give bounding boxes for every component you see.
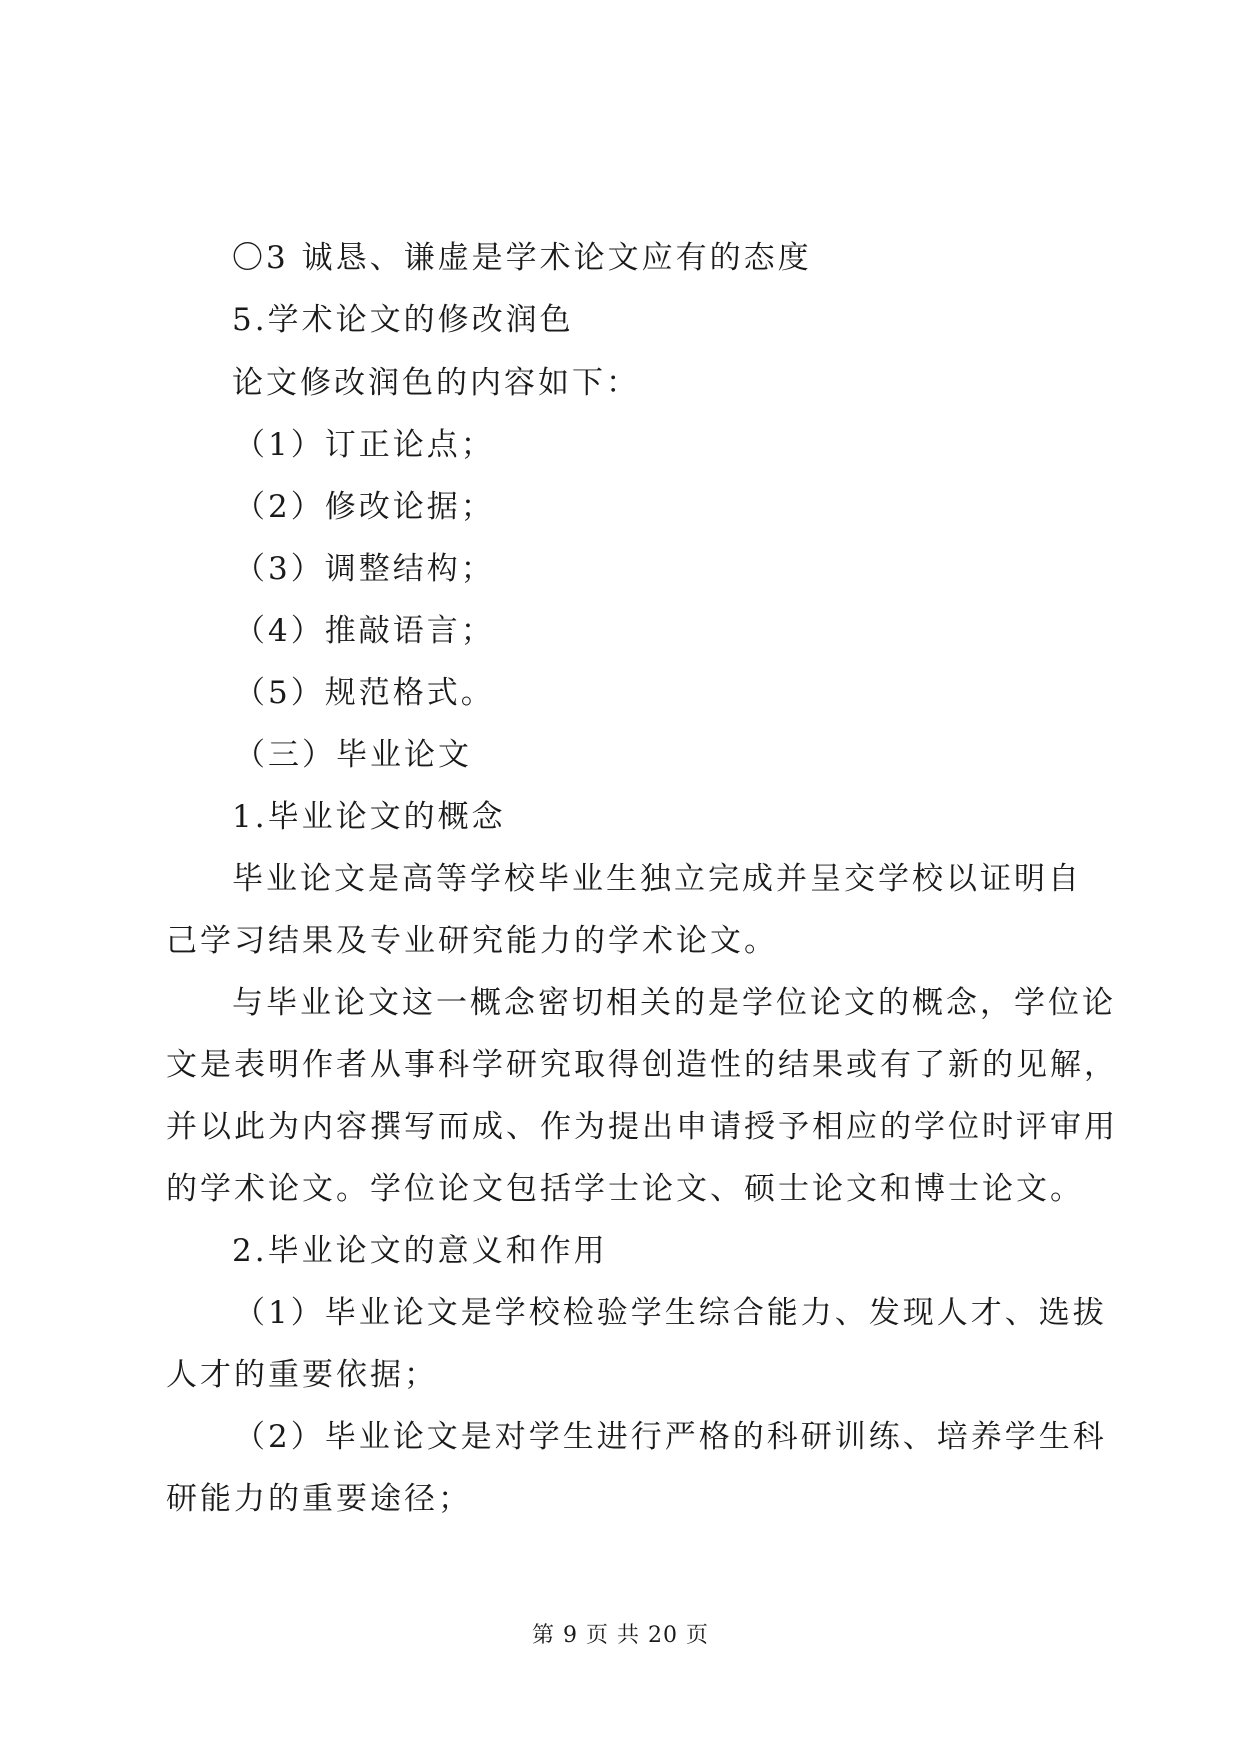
section-heading: 2.毕业论文的意义和作用 (232, 1233, 608, 1269)
paragraph-line: 人才的重要依据； (166, 1357, 438, 1393)
paragraph-line: 研能力的重要途径； (166, 1481, 472, 1517)
paragraph-line: 己学习结果及专业研究能力的学术论文。 (166, 923, 778, 959)
text-line: 论文修改润色的内容如下： (232, 365, 640, 401)
list-item: （2）修改论据； (234, 489, 495, 525)
list-item: （4）推敲语言； (234, 613, 495, 649)
section-heading: 1.毕业论文的概念 (232, 799, 506, 835)
text-line: 〇3 诚恳、谦虚是学术论文应有的态度 (232, 240, 812, 276)
page-number-footer: 第 9 页 共 20 页 (532, 1623, 709, 1648)
paragraph-line: 并以此为内容撰写而成、作为提出申请授予相应的学位时评审用 (166, 1109, 1118, 1145)
paragraph-line: 的学术论文。学位论文包括学士论文、硕士论文和博士论文。 (166, 1171, 1084, 1207)
list-item: （1）订正论点； (234, 427, 495, 463)
paragraph-line: 与毕业论文这一概念密切相关的是学位论文的概念，学位论 (232, 985, 1116, 1021)
section-heading: （三）毕业论文 (234, 737, 472, 773)
paragraph-line: 毕业论文是高等学校毕业生独立完成并呈交学校以证明自 (232, 861, 1082, 897)
paragraph-line: （2）毕业论文是对学生进行严格的科研训练、培养学生科 (234, 1419, 1107, 1455)
paragraph-line: （1）毕业论文是学校检验学生综合能力、发现人才、选拔 (234, 1295, 1107, 1331)
paragraph-line: 文是表明作者从事科学研究取得创造性的结果或有了新的见解， (166, 1047, 1118, 1083)
list-item: （3）调整结构； (234, 551, 495, 587)
section-heading: 5.学术论文的修改润色 (232, 302, 574, 338)
list-item: （5）规范格式。 (234, 675, 495, 711)
